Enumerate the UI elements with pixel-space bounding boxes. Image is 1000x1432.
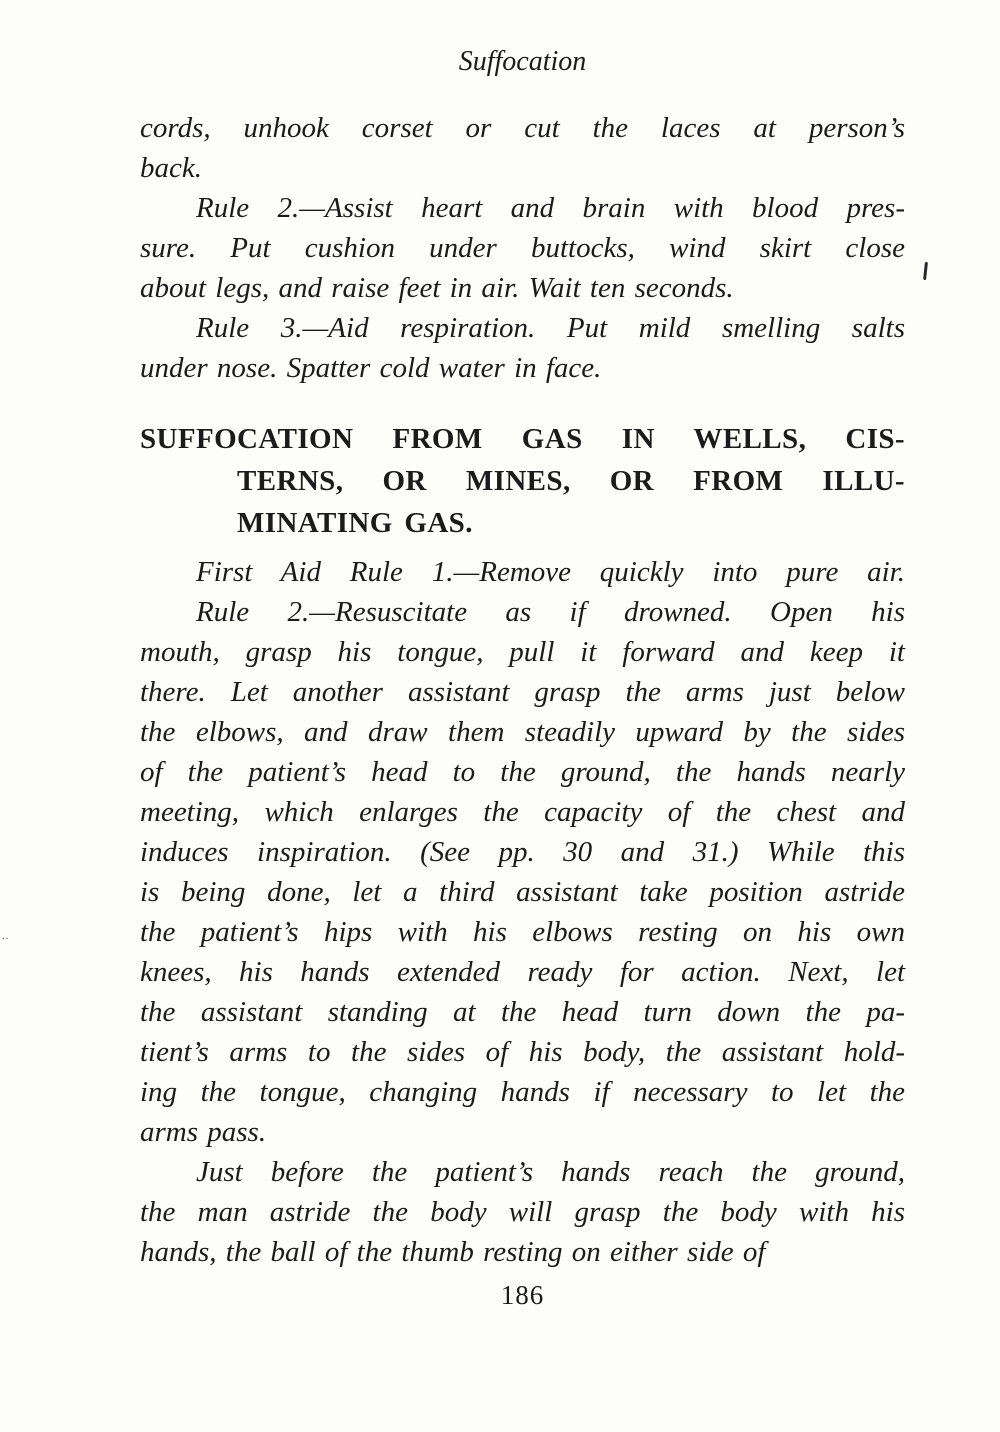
text-line: there. Let another assistant grasp the arms just below [140,676,905,708]
heading-line: SUFFOCATION FROM GAS IN WELLS, CIS- [140,423,905,455]
text-line: cords, unhook corset or cut the laces at person’s [140,112,905,144]
text-line: First Aid Rule 1.—Remove quickly into pure air. [196,556,905,588]
heading-line: TERNS, OR MINES, OR FROM ILLU- [237,465,905,497]
paragraph [140,308,905,388]
text-line: arms pass. [140,1116,267,1148]
text-line: about legs, and raise feet in air. Wait ten seconds. [140,272,734,304]
paragraph [140,108,905,188]
text-line: the assistant standing at the head turn down the pa- [140,996,905,1028]
text-line: the patient’s hips with his elbows resting on his own [140,916,905,948]
text-line: induces inspiration. (See pp. 30 and 31.) While this [140,836,905,868]
text-line: tient’s arms to the sides of his body, the assistant hold- [140,1036,905,1068]
text-line: Just before the patient’s hands reach the ground, [196,1156,905,1188]
text-line: Rule 3.—Aid respiration. Put mild smelling salts [196,312,905,344]
text-line: sure. Put cushion under buttocks, wind skirt close [140,232,905,264]
section-heading [140,418,905,544]
paragraph [140,1152,905,1272]
text-line: under nose. Spatter cold water in face. [140,352,602,384]
text-line: hands, the ball of the thumb resting on either side of [140,1236,766,1268]
text-line: is being done, let a third assistant take position astride [140,876,905,908]
running-head: Suffocation [458,46,587,77]
text-line: the man astride the body will grasp the body with his [140,1196,905,1228]
page-number: 186 [500,1280,545,1310]
text-line: Rule 2.—Assist heart and brain with blood pres- [196,192,905,224]
scan-artifact [2,938,14,941]
text-line: meeting, which enlarges the capacity of the chest and [140,796,905,828]
page-body [140,108,905,1272]
text-line: knees, his hands extended ready for action. Next, let [140,956,905,988]
heading-line: MINATING GAS. [237,507,473,539]
text-line: Rule 2.—Resuscitate as if drowned. Open his [196,596,905,628]
scan-artifact [923,262,928,280]
text-line: of the patient’s head to the ground, the hands nearly [140,756,905,788]
paragraph [140,552,905,592]
paragraph [140,592,905,1152]
text-line: mouth, grasp his tongue, pull it forward and keep it [140,636,905,668]
paragraph [140,188,905,308]
text-line: ing the tongue, changing hands if necessary to let the [140,1076,905,1108]
text-line: the elbows, and draw them steadily upward by the sides [140,716,905,748]
text-line: back. [140,152,202,184]
